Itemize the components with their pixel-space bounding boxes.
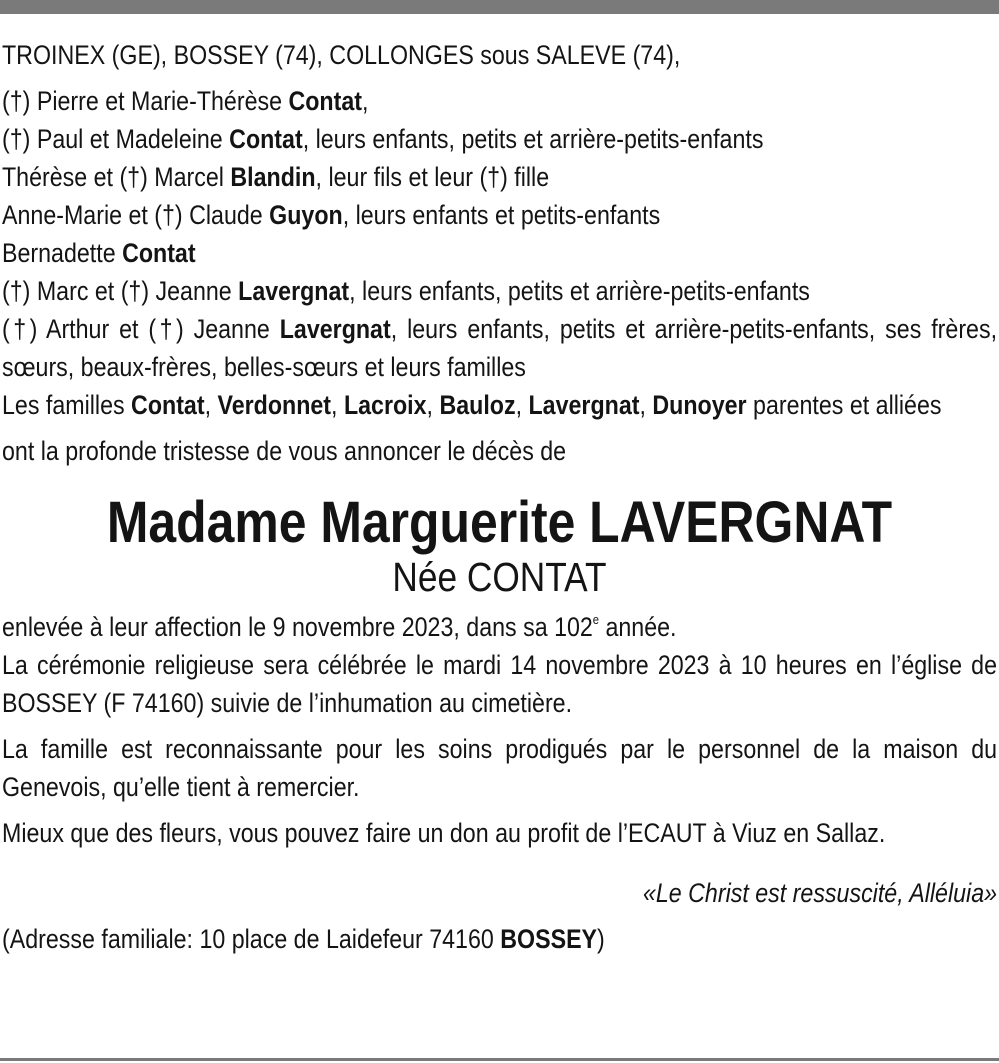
mourner-line bbox=[2, 158, 997, 196]
separator: , bbox=[515, 390, 529, 420]
families-text: Les familles bbox=[2, 390, 132, 420]
mourner-text: (†) Marc et (†) Jeanne bbox=[2, 276, 239, 306]
mourner-text: Thérèse et (†) Marcel bbox=[2, 162, 231, 192]
mourner-text: Bernadette bbox=[2, 238, 123, 268]
death-line bbox=[2, 608, 997, 646]
deceased-name: Madame Marguerite LAVERGNAT bbox=[106, 490, 893, 555]
mourner-text: , leurs enfants, petits et arrière-petits-enfants, ses frères, sœurs, beaux-frères, belles-sœurs et leurs familles bbox=[2, 314, 998, 382]
obituary-notice bbox=[2, 36, 998, 958]
mourner-text: , leurs enfants et petits-enfants bbox=[342, 200, 661, 230]
families-line bbox=[2, 386, 997, 424]
ceremony-paragraph: La cérémonie religieuse sera célébrée le mardi 14 novembre 2023 à 10 heures en l’église de BOSSEY (F 74160) suivie de l’inhumation au cimetière. bbox=[2, 650, 998, 718]
family-address bbox=[2, 920, 997, 958]
mourner-surname: Guyon bbox=[269, 200, 343, 230]
separator: , bbox=[639, 390, 653, 420]
top-divider bbox=[0, 0, 999, 14]
mourner-text: (†) Paul et Madeleine bbox=[2, 124, 230, 154]
mourner-text: , bbox=[361, 86, 369, 116]
mourner-text: , leurs enfants, petits et arrière-petits-enfants bbox=[349, 276, 810, 306]
bottom-divider bbox=[0, 1058, 999, 1061]
mourner-line bbox=[2, 310, 997, 386]
separator: , bbox=[204, 390, 218, 420]
mourner-text: , leur fils et leur (†) fille bbox=[315, 162, 550, 192]
mourner-text: Anne-Marie et (†) Claude bbox=[2, 200, 270, 230]
families-text: parentes et alliées bbox=[746, 390, 942, 420]
family-name: Dunoyer bbox=[652, 390, 747, 420]
mourner-text: , leurs enfants, petits et arrière-petits-enfants bbox=[302, 124, 764, 154]
mourner-surname: Contat bbox=[229, 124, 303, 154]
family-name: Lacroix bbox=[343, 390, 427, 420]
mourner-line bbox=[2, 234, 997, 272]
mourner-line bbox=[2, 82, 997, 120]
address-text: ) bbox=[597, 924, 605, 954]
mourner-line bbox=[2, 272, 997, 310]
separator: , bbox=[426, 390, 440, 420]
places-line: TROINEX (GE), BOSSEY (74), COLLONGES sous SALEVE (74), bbox=[2, 40, 681, 70]
family-name: Bauloz bbox=[439, 390, 516, 420]
closing-quote: «Le Christ est ressuscité, Alléluia» bbox=[642, 878, 998, 908]
donation-paragraph: Mieux que des fleurs, vous pouvez faire un don au profit de l’ECAUT à Viuz en Sallaz. bbox=[2, 818, 886, 848]
mourner-surname: Blandin bbox=[230, 162, 316, 192]
separator: , bbox=[331, 390, 344, 420]
death-text: enlevée à leur affection le 9 novembre 2023, dans sa 102 bbox=[2, 612, 593, 642]
mourner-text: (†) Pierre et Marie-Thérèse bbox=[2, 86, 289, 116]
death-text: année. bbox=[599, 612, 677, 642]
mourner-surname: Lavergnat bbox=[279, 314, 391, 344]
thanks-paragraph: La famille est reconnaissante pour les soins prodigués par le personnel de la maison du Genevois, qu’elle tient à remercier. bbox=[2, 734, 998, 802]
family-name: Contat bbox=[131, 390, 205, 420]
address-text: (Adresse familiale: 10 place de Laidefeur 74160 bbox=[2, 924, 501, 954]
family-name: Verdonnet bbox=[217, 390, 332, 420]
ordinal-suffix: e bbox=[592, 612, 600, 627]
mourner-surname: Contat bbox=[122, 238, 196, 268]
mourner-line bbox=[2, 120, 997, 158]
mourner-text: (†) Arthur et (†) Jeanne bbox=[2, 314, 280, 344]
mourner-surname: Contat bbox=[288, 86, 362, 116]
mourner-surname: Lavergnat bbox=[238, 276, 350, 306]
announcement-line: ont la profonde tristesse de vous annoncer le décès de bbox=[2, 436, 567, 466]
mourner-line bbox=[2, 196, 997, 234]
family-name: Lavergnat bbox=[528, 390, 640, 420]
address-town: BOSSEY bbox=[500, 924, 598, 954]
maiden-name: Née CONTAT bbox=[392, 554, 607, 600]
